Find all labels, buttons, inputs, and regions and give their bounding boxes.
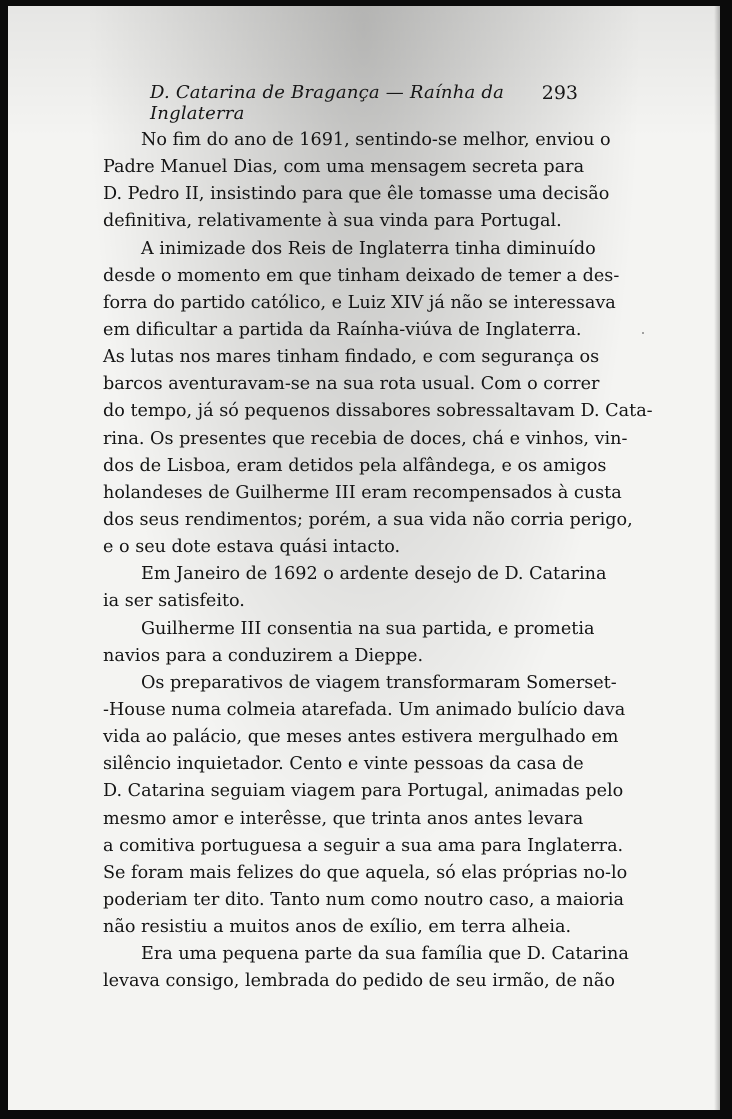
text-line: dos de Lisboa, eram detidos pela alfândega, e os amigos	[103, 455, 607, 476]
text-line: em dificultar a partida da Raínha-viúva de Inglaterra.	[103, 319, 582, 340]
text-line: dos seus rendimentos; porém, a sua vida não corria perigo,	[103, 509, 633, 530]
text-line: -House numa colmeia atarefada. Um animado bulício dava	[103, 699, 626, 720]
text-line: poderiam ter dito. Tanto num como noutro caso, a maioria	[103, 889, 625, 910]
text-line: forra do partido católico, e Luiz XIV já não se interessava	[103, 292, 616, 313]
text-line: Em Janeiro de 1692 o ardente desejo de D. Catarina	[141, 564, 607, 585]
text-line: definitiva, relativamente à sua vinda para Portugal.	[103, 211, 562, 232]
text-line: silêncio inquietador. Cento e vinte pessoas da casa de	[103, 754, 584, 775]
ink-speck	[434, 520, 436, 522]
text-line: navios para a conduzirem a Dieppe.	[103, 645, 424, 666]
text-line: a comitiva portuguesa a seguir a sua ama para Inglaterra.	[103, 835, 624, 856]
text-line: Guilherme III consentia na sua partida, e prometia	[141, 618, 595, 639]
text-line: vida ao palácio, que meses antes estivera mergulhado em	[103, 727, 619, 748]
text-line: barcos aventuravam-se na sua rota usual. Com o correr	[103, 374, 600, 395]
text-line: Era uma pequena parte da sua família que D. Catarina	[141, 944, 629, 965]
text-line: ia ser satisfeito.	[103, 591, 245, 612]
text-line: desde o momento em que tinham deixado de temer a des-	[103, 265, 620, 286]
page-edge-shadow	[714, 6, 720, 1110]
page-number: 293	[541, 82, 578, 104]
ink-speck	[486, 634, 488, 636]
running-title: D. Catarina de Bragança — Raínha da Inglaterra	[150, 82, 505, 124]
text-line: rina. Os presentes que recebia de doces, chá e vinhos, vin-	[103, 428, 628, 449]
text-line: A inimizade dos Reis de Inglaterra tinha diminuído	[141, 238, 596, 259]
body-text	[103, 127, 653, 996]
text-line: não resistiu a muitos anos de exílio, em terra alheia.	[103, 917, 572, 938]
text-line: e o seu dote estava quási intacto.	[103, 537, 401, 558]
text-line: levava consigo, lembrada do pedido de seu irmão, de não	[103, 971, 615, 992]
text-line: No fim do ano de 1691, sentindo-se melhor, enviou o	[141, 130, 611, 150]
text-line: Padre Manuel Dias, com uma mensagem secreta para	[103, 157, 585, 178]
text-line: D. Catarina seguiam viagem para Portugal, animadas pelo	[103, 781, 624, 802]
scanned-book-page	[8, 6, 720, 1110]
text-line: D. Pedro II, insistindo para que êle tomasse uma decisão	[103, 184, 610, 205]
text-line: As lutas nos mares tinham findado, e com segurança os	[103, 347, 600, 368]
text-line: do tempo, já só pequenos dissabores sobressaltavam D. Cata-	[103, 401, 653, 422]
running-head	[112, 82, 578, 124]
text-line: Os preparativos de viagem transformaram Somerset-	[141, 672, 617, 693]
text-line: mesmo amor e interêsse, que trinta anos antes levara	[103, 808, 584, 829]
text-line: Se foram mais felizes do que aquela, só elas próprias no-lo	[103, 862, 628, 883]
text-line: holandeses de Guilherme III eram recompensados à custa	[103, 482, 622, 503]
ink-speck	[642, 332, 644, 334]
